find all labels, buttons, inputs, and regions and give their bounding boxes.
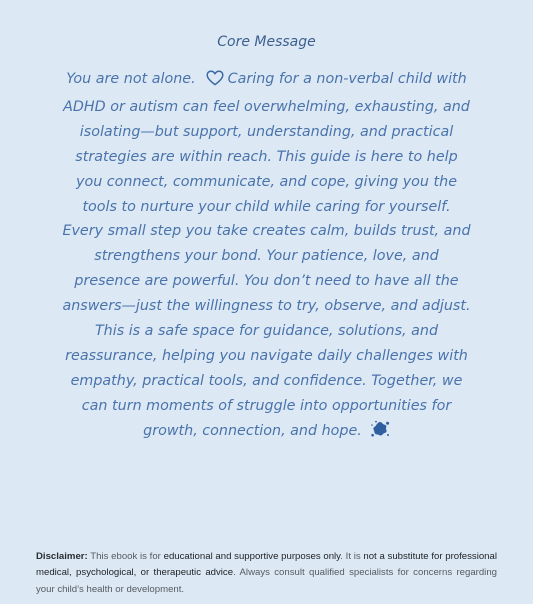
message-lead: You are not alone. xyxy=(66,71,196,87)
disclaimer-text: . It is xyxy=(340,551,361,562)
disclaimer-text: . Always consult qualified specialists for concerns regarding your child’s health or development. xyxy=(36,567,497,595)
disclaimer-text: This ebook is for xyxy=(90,551,161,562)
disclaimer-emphasis: not a substitute for professional medical, psychological, or therapeutic advice xyxy=(36,551,497,579)
section-heading: Core Message xyxy=(217,34,316,50)
paint-splat-icon xyxy=(370,419,390,448)
disclaimer-label: Disclaimer: xyxy=(36,551,88,562)
core-message xyxy=(60,67,473,448)
message-body: Caring for a non-verbal child with ADHD or autism can feel overwhelming, exhausting, and isolating—but support, understanding, and practical strategies are within reach. This guide is here to help you connect, communicate, and cope, giving you the tools to nurture your child while caring for yourself. Every small step you take creates calm, builds trust, and strengthens your bond. Your patience, love, and presence are powerful. You don’t need to have all the answers—just the willingness to try, observe, and adjust. This is a safe space for guidance, solutions, and reassurance, helping you navigate daily challenges with empathy, practical tools, and confidence. Together, we can turn moments of struggle into opportunities for growth, connection, and hope. xyxy=(62,71,471,439)
heart-outline-icon xyxy=(206,70,224,95)
disclaimer-emphasis: educational and supportive purposes only xyxy=(163,551,341,562)
disclaimer xyxy=(36,549,497,598)
